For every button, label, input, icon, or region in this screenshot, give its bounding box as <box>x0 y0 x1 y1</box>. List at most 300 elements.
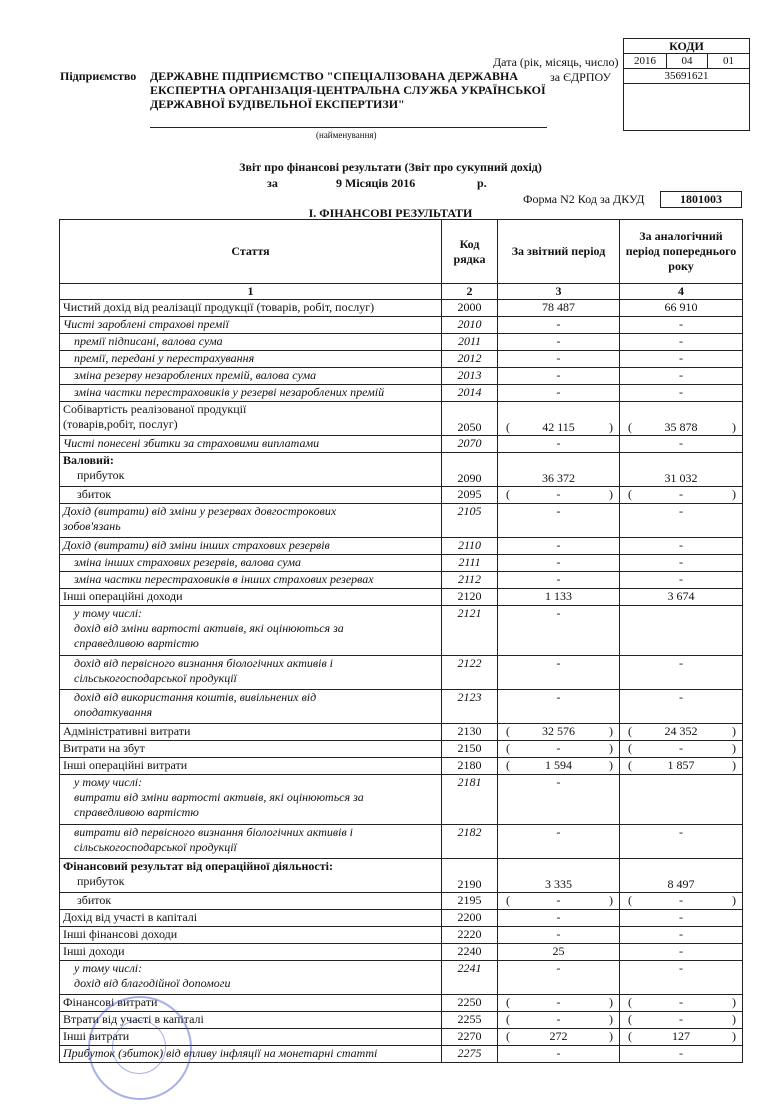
row-previous-value: - <box>679 825 683 839</box>
row-code <box>442 453 498 487</box>
table-row <box>60 487 743 504</box>
row-previous-value: - <box>679 538 683 552</box>
row-current-value: - <box>556 741 561 755</box>
table-row <box>60 927 743 944</box>
row-code <box>442 589 498 606</box>
row-code <box>442 504 498 538</box>
row-code <box>442 741 498 758</box>
table-body <box>60 300 743 1063</box>
col-code: Код рядка <box>442 220 498 284</box>
row-code <box>442 402 498 436</box>
row-code <box>442 538 498 555</box>
row-previous <box>620 572 743 589</box>
row-previous-value: - <box>679 487 683 501</box>
row-previous-value: 24 352 <box>664 724 698 738</box>
row-code <box>442 385 498 402</box>
row-current <box>498 317 620 334</box>
row-current-value: - <box>556 538 561 552</box>
row-code <box>442 893 498 910</box>
row-article-line: Інші операційні доходи <box>63 589 183 603</box>
row-code <box>442 961 498 995</box>
row-code <box>442 368 498 385</box>
row-code <box>442 1029 498 1046</box>
edrpou-label: за ЄДРПОУ <box>550 70 612 84</box>
row-previous-value: - <box>679 317 683 331</box>
table-row <box>60 504 743 538</box>
row-article <box>60 741 442 758</box>
row-current <box>498 961 620 995</box>
row-code <box>442 436 498 453</box>
row-current <box>498 351 620 368</box>
row-previous <box>620 775 743 825</box>
row-article <box>60 758 442 775</box>
row-article <box>60 910 442 927</box>
table-row <box>60 606 743 656</box>
row-code-value: 2270 <box>457 1029 482 1043</box>
row-article <box>60 402 442 436</box>
row-article <box>60 555 442 572</box>
row-previous <box>620 504 743 538</box>
row-code <box>442 690 498 724</box>
row-article <box>60 351 442 368</box>
row-previous <box>620 741 743 758</box>
row-article-line: дохід від благодійної допомоги <box>74 976 231 990</box>
row-previous <box>620 538 743 555</box>
row-current <box>498 589 620 606</box>
row-article <box>60 724 442 741</box>
row-previous-value: - <box>679 741 683 755</box>
round-stamp <box>88 996 192 1100</box>
row-article-line: Інші фінансові доходи <box>63 927 178 941</box>
row-current-value: - <box>556 927 561 941</box>
row-current <box>498 334 620 351</box>
row-previous <box>620 825 743 859</box>
row-previous-value: 1 857 <box>667 758 695 772</box>
row-previous-value: 31 032 <box>664 471 698 485</box>
row-previous-value: - <box>679 961 683 975</box>
row-previous <box>620 351 743 368</box>
row-current <box>498 995 620 1012</box>
row-code-value: 2200 <box>457 910 482 924</box>
row-article-line: дохід від використання коштів, вивільнених від <box>74 690 317 704</box>
table-row <box>60 436 743 453</box>
row-article <box>60 893 442 910</box>
row-article-line: Чистий дохід від реалізації продукції (товарів, робіт, послуг) <box>63 300 375 314</box>
financial-results-table <box>59 219 743 1063</box>
date-codes-row <box>624 54 749 69</box>
row-code <box>442 910 498 927</box>
table-row <box>60 893 743 910</box>
row-previous <box>620 724 743 741</box>
row-current <box>498 606 620 656</box>
table-row <box>60 351 743 368</box>
row-article <box>60 317 442 334</box>
row-code-value: 2130 <box>457 724 482 738</box>
row-code <box>442 1046 498 1063</box>
section-title: І. ФІНАНСОВІ РЕЗУЛЬТАТИ <box>308 206 473 220</box>
row-previous <box>620 758 743 775</box>
row-current <box>498 402 620 436</box>
row-article-line: оподаткування <box>74 705 153 719</box>
row-code <box>442 859 498 893</box>
row-code-value: 2190 <box>457 877 482 891</box>
row-article-line: витрати від первісного визнання біологічних активів і <box>74 825 353 839</box>
row-previous-value: - <box>679 1046 683 1060</box>
row-current-value: - <box>556 893 561 907</box>
row-article-line: справедливою вартістю <box>74 805 199 819</box>
row-previous <box>620 893 743 910</box>
row-previous-value: - <box>679 656 683 670</box>
row-previous-value: - <box>679 995 683 1009</box>
row-current <box>498 724 620 741</box>
row-current-value: 36 372 <box>542 471 575 485</box>
table-row <box>60 825 743 859</box>
row-code <box>442 825 498 859</box>
row-previous-value: - <box>679 944 683 958</box>
row-current-value: - <box>556 385 561 399</box>
row-current <box>498 300 620 317</box>
row-previous-value: 3 674 <box>667 589 695 603</box>
row-current-value: 3 335 <box>545 877 572 891</box>
row-current <box>498 910 620 927</box>
row-article-line: Валовий: <box>63 453 114 467</box>
row-article-line: Чисті зароблені страхові премії <box>63 317 229 331</box>
row-article-line: прибуток <box>77 874 125 888</box>
report-period: 9 Місяців 2016 <box>336 176 416 190</box>
row-current-value: - <box>556 825 561 839</box>
row-code <box>442 606 498 656</box>
row-current-value: - <box>556 504 561 518</box>
row-article <box>60 775 442 825</box>
row-current-value: - <box>556 317 561 331</box>
row-article-line: зміна частки перестраховиків в інших страхових резервах <box>74 572 374 586</box>
row-code-value: 2090 <box>457 471 482 485</box>
row-article-line: Дохід (витрати) від зміни інших страхових резервів <box>63 538 330 552</box>
row-previous <box>620 589 743 606</box>
row-article-line: збиток <box>77 487 112 501</box>
row-code <box>442 487 498 504</box>
row-article-line: сільськогосподарської продукції <box>74 671 237 685</box>
row-previous-value: - <box>679 690 683 704</box>
row-article-line: справедливою вартістю <box>74 636 199 650</box>
form-label: Форма N2 Код за ДКУД <box>523 192 645 206</box>
row-current-value: - <box>556 368 561 382</box>
row-article-line: сільськогосподарської продукції <box>74 840 237 854</box>
row-previous <box>620 402 743 436</box>
row-article <box>60 334 442 351</box>
enterprise-name-line-2: ЕКСПЕРТНА ОРГАНІЗАЦІЯ-ЦЕНТРАЛЬНА СЛУЖБА УКРАЇНСЬКОЇ <box>150 83 546 97</box>
row-article <box>60 385 442 402</box>
row-previous-value: - <box>679 927 683 941</box>
report-r: р. <box>477 176 487 190</box>
row-previous-value: 8 497 <box>667 877 695 891</box>
row-article-line: Інші витрати <box>63 1029 130 1043</box>
dkud-code: 1801003 <box>660 191 742 208</box>
row-article-line: Інші доходи <box>63 944 125 958</box>
table-row <box>60 300 743 317</box>
row-previous-value: - <box>679 351 683 365</box>
row-article <box>60 504 442 538</box>
row-article <box>60 656 442 690</box>
row-article <box>60 825 442 859</box>
row-previous <box>620 961 743 995</box>
row-previous <box>620 555 743 572</box>
row-code-value: 2150 <box>457 741 482 755</box>
table-row <box>60 402 743 436</box>
row-code-value: 2275 <box>457 1046 482 1060</box>
row-article-line: збиток <box>77 893 112 907</box>
row-code-value: 2121 <box>457 606 482 620</box>
row-article <box>60 300 442 317</box>
table-row <box>60 317 743 334</box>
row-code <box>442 1012 498 1029</box>
row-current <box>498 690 620 724</box>
row-article-line: Дохід від участі в капіталі <box>63 910 198 924</box>
row-article-line: Фінансовий результат від операційної діяльності: <box>63 859 333 873</box>
row-article-line: зміна частки перестраховиків у резерві незароблених премій <box>74 385 385 399</box>
edrpou-code: 35691621 <box>624 69 749 84</box>
row-article-line: Витрати на збут <box>63 741 145 755</box>
row-article <box>60 572 442 589</box>
row-article-line: зобов'язань <box>63 519 121 533</box>
row-code-value: 2010 <box>457 317 482 331</box>
row-article <box>60 927 442 944</box>
row-article <box>60 487 442 504</box>
month-code: 04 <box>667 54 708 68</box>
row-current-value: - <box>556 351 561 365</box>
row-article-line: Втрати від участі в капіталі <box>63 1012 204 1026</box>
row-article-line: Прибуток (збиток) від впливу інфляції на монетарні статті <box>63 1046 378 1060</box>
row-current-value: - <box>556 436 561 450</box>
row-current-value: 25 <box>552 944 565 958</box>
row-previous <box>620 487 743 504</box>
row-previous-value: - <box>679 555 683 569</box>
row-article <box>60 436 442 453</box>
row-article-line: дохід від зміни вартості активів, які оцінюються за <box>74 621 344 635</box>
report-za: за <box>267 176 278 190</box>
row-current-value: 1 594 <box>545 758 572 772</box>
row-article <box>60 859 442 893</box>
row-current <box>498 453 620 487</box>
row-code-value: 2111 <box>458 555 481 569</box>
row-code-value: 2255 <box>457 1012 482 1026</box>
row-code-value: 2120 <box>457 589 482 603</box>
row-current <box>498 538 620 555</box>
table-row <box>60 758 743 775</box>
row-current <box>498 927 620 944</box>
row-previous-value: 127 <box>672 1029 690 1043</box>
row-current-value: - <box>556 555 561 569</box>
row-code-value: 2250 <box>457 995 482 1009</box>
row-article-line: Собівартість реалізованої продукції <box>63 402 247 416</box>
row-current <box>498 436 620 453</box>
row-current <box>498 368 620 385</box>
row-code <box>442 300 498 317</box>
row-previous-value: - <box>679 893 683 907</box>
row-code-value: 2014 <box>457 385 482 399</box>
row-current-value: - <box>556 1046 561 1060</box>
row-code <box>442 944 498 961</box>
table-row <box>60 775 743 825</box>
row-article-line: премії, передані у перестрахування <box>74 351 255 365</box>
table-row <box>60 555 743 572</box>
row-current <box>498 859 620 893</box>
row-previous-value: - <box>679 504 683 518</box>
row-current <box>498 758 620 775</box>
name-underline <box>150 127 547 128</box>
col-num-4: 4 <box>620 284 743 300</box>
row-article-line: Адміністративні витрати <box>63 724 191 738</box>
row-code <box>442 758 498 775</box>
codes-box <box>623 38 750 131</box>
row-previous-value: 35 878 <box>664 420 698 434</box>
row-previous-value: - <box>679 385 683 399</box>
row-current <box>498 741 620 758</box>
row-previous <box>620 317 743 334</box>
row-article-line: Чисті понесені збитки за страховими виплатами <box>63 436 320 450</box>
row-previous <box>620 436 743 453</box>
row-current <box>498 504 620 538</box>
row-code <box>442 334 498 351</box>
table-row <box>60 538 743 555</box>
row-code-value: 2095 <box>457 487 482 501</box>
row-article <box>60 368 442 385</box>
row-previous <box>620 944 743 961</box>
row-previous <box>620 910 743 927</box>
row-current-value: - <box>556 961 561 975</box>
row-previous <box>620 690 743 724</box>
row-current-value: - <box>556 910 561 924</box>
row-previous <box>620 995 743 1012</box>
row-article-line: зміна резерву незароблених премій, валова сума <box>74 368 317 382</box>
row-current-value: 78 487 <box>542 300 575 314</box>
row-code-value: 2220 <box>457 927 482 941</box>
day-code: 01 <box>723 55 734 67</box>
row-article <box>60 606 442 656</box>
row-current-value: 42 115 <box>542 420 575 434</box>
row-previous <box>620 385 743 402</box>
row-previous-value: - <box>679 572 683 586</box>
table-row <box>60 910 743 927</box>
report-title: Звіт про фінансові результати (Звіт про сукупний дохід) <box>239 160 542 174</box>
row-previous <box>620 368 743 385</box>
row-article-line: у тому числі: <box>74 606 143 620</box>
table-row <box>60 656 743 690</box>
row-current <box>498 385 620 402</box>
row-article-line: дохід від первісного визнання біологічних активів і <box>74 656 334 670</box>
row-article <box>60 453 442 487</box>
row-article-line: (товарів,робіт, послуг) <box>63 417 178 431</box>
codes-title: КОДИ <box>624 39 749 54</box>
row-code-value: 2110 <box>457 538 482 552</box>
row-code <box>442 317 498 334</box>
row-current <box>498 825 620 859</box>
year-code: 2016 <box>624 54 667 68</box>
row-current-value: 1 133 <box>545 589 572 603</box>
row-current <box>498 656 620 690</box>
row-code-value: 2070 <box>457 436 482 450</box>
row-article <box>60 538 442 555</box>
row-previous <box>620 927 743 944</box>
row-current <box>498 893 620 910</box>
row-current <box>498 775 620 825</box>
row-code-value: 2123 <box>457 690 482 704</box>
enterprise-name-line-1: ДЕРЖАВНЕ ПІДПРИЄМСТВО "СПЕЦІАЛІЗОВАНА ДЕРЖАВНА <box>150 69 519 83</box>
row-previous-value: - <box>679 910 683 924</box>
row-current-value: 272 <box>549 1029 568 1043</box>
row-article <box>60 690 442 724</box>
row-previous <box>620 1046 743 1063</box>
table-row <box>60 724 743 741</box>
row-article <box>60 589 442 606</box>
row-article-line: премії підписані, валова сума <box>74 334 223 348</box>
table-row <box>60 741 743 758</box>
row-current-value: - <box>556 334 561 348</box>
row-code-value: 2011 <box>457 334 482 348</box>
col-num-3: 3 <box>498 284 620 300</box>
name-caption: (найменування) <box>316 130 377 140</box>
row-article <box>60 961 442 995</box>
row-article-line: Інші операційні витрати <box>63 758 188 772</box>
row-code-value: 2112 <box>457 572 482 586</box>
row-article-line: у тому числі: <box>74 961 143 975</box>
row-code <box>442 995 498 1012</box>
row-previous <box>620 606 743 656</box>
row-current-value: - <box>556 572 561 586</box>
col-num-2: 2 <box>442 284 498 300</box>
row-previous-value: - <box>679 368 683 382</box>
row-current-value: - <box>556 995 561 1009</box>
row-current-value: - <box>556 656 561 670</box>
table-row <box>60 690 743 724</box>
row-code <box>442 656 498 690</box>
row-current-value: 32 576 <box>542 724 575 738</box>
row-current-value: - <box>556 775 561 789</box>
enterprise-name-line-3: ДЕРЖАВНОЇ БУДІВЕЛЬНОЇ ЕКСПЕРТИЗИ" <box>150 97 405 111</box>
row-current <box>498 1012 620 1029</box>
row-code-value: 2181 <box>457 775 482 789</box>
col-current: За звітний період <box>498 220 620 284</box>
row-current <box>498 572 620 589</box>
row-code <box>442 351 498 368</box>
row-current-value: - <box>556 606 561 620</box>
row-code-value: 2180 <box>457 758 482 772</box>
table-row <box>60 334 743 351</box>
row-article <box>60 944 442 961</box>
row-article-line: Фінансові витрати <box>63 995 158 1009</box>
row-previous-value: - <box>679 1012 683 1026</box>
row-code-value: 2195 <box>457 893 482 907</box>
table-row <box>60 368 743 385</box>
row-article-line: у тому числі: <box>74 775 143 789</box>
row-current-value: - <box>556 487 561 501</box>
col-num-1: 1 <box>60 284 442 300</box>
col-article: Стаття <box>60 220 442 284</box>
row-current <box>498 1046 620 1063</box>
row-current-value: - <box>556 690 561 704</box>
table-row <box>60 385 743 402</box>
table-row <box>60 589 743 606</box>
table-row <box>60 944 743 961</box>
row-code <box>442 927 498 944</box>
row-article-line: витрати від зміни вартості активів, які оцінюються за <box>74 790 364 804</box>
date-label: Дата (рік, місяць, число) <box>493 55 619 69</box>
row-code <box>442 724 498 741</box>
row-previous <box>620 300 743 317</box>
row-current <box>498 555 620 572</box>
row-code-value: 2122 <box>457 656 482 670</box>
row-article-line: Дохід (витрати) від зміни у резервах довгострокових <box>63 504 337 518</box>
